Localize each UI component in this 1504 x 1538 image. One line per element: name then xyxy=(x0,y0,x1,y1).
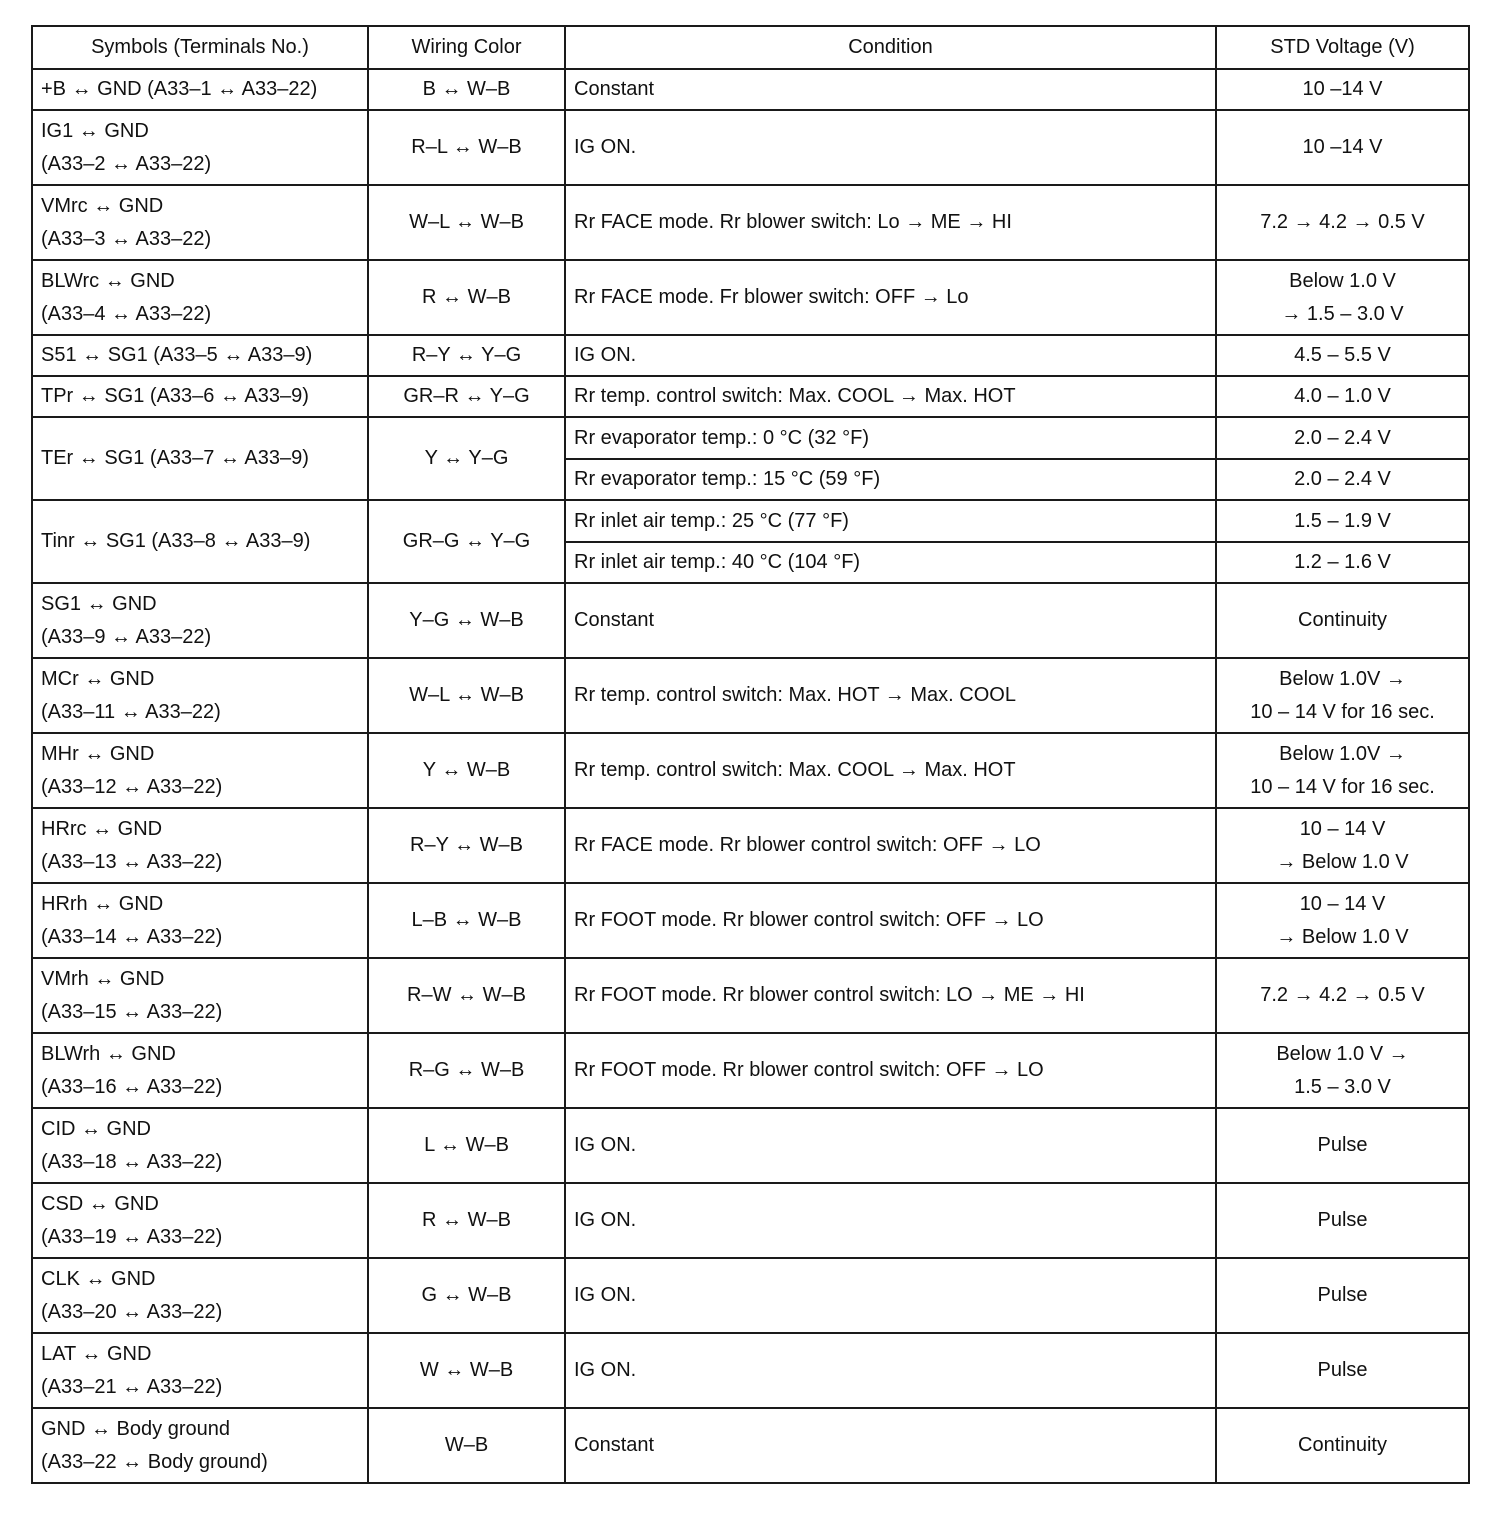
std-voltage-cell xyxy=(1216,376,1469,417)
condition-cell: Rr FOOT mode. Rr blower control switch: LO → ME → HI xyxy=(565,958,1216,1033)
wiring-color-cell: GR–R ↔ Y–G xyxy=(368,376,565,417)
std-voltage-cell xyxy=(1216,260,1469,335)
condition-cell: IG ON. xyxy=(565,1108,1216,1183)
std-voltage-cell xyxy=(1216,658,1469,733)
condition-cell: Rr temp. control switch: Max. HOT → Max. COOL xyxy=(565,658,1216,733)
condition-cell: Rr FOOT mode. Rr blower control switch: OFF → LO xyxy=(565,1033,1216,1108)
table-row xyxy=(32,808,1469,883)
std-voltage-line: 10 – 14 V for 16 sec. xyxy=(1250,700,1435,723)
condition-cell: Rr evaporator temp.: 0 °C (32 °F) xyxy=(565,417,1216,459)
std-voltage-line: 10 –14 V xyxy=(1302,136,1383,158)
std-voltage-line: 2.0 – 2.4 V xyxy=(1294,426,1391,449)
terminal-symbol-cell xyxy=(32,583,368,658)
table-row xyxy=(32,110,1469,185)
table-row xyxy=(32,583,1469,658)
std-voltage-line: 1.5 – 3.0 V xyxy=(1294,1075,1391,1098)
terminal-symbol-line: CSD ↔ GND xyxy=(41,1192,159,1215)
terminal-symbol-line: (A33–11 ↔ A33–22) xyxy=(41,700,221,723)
std-voltage-cell xyxy=(1216,185,1469,260)
terminal-symbol-cell xyxy=(32,110,368,185)
terminal-symbol-line: +B ↔ GND (A33–1 ↔ A33–22) xyxy=(41,78,318,100)
terminal-symbol-line: BLWrh ↔ GND xyxy=(41,1042,176,1065)
std-voltage-line: Continuity xyxy=(1298,609,1387,631)
terminal-symbol-cell xyxy=(32,1108,368,1183)
terminal-symbol-line: S51 ↔ SG1 (A33–5 ↔ A33–9) xyxy=(41,344,313,366)
std-voltage-line: Below 1.0V → xyxy=(1279,667,1406,690)
header-symbols: Symbols (Terminals No.) xyxy=(32,26,368,69)
std-voltage-line: Below 1.0 V xyxy=(1289,269,1396,292)
table-row xyxy=(32,1108,1469,1183)
std-voltage-cell xyxy=(1216,542,1469,583)
std-voltage-cell xyxy=(1216,958,1469,1033)
std-voltage-cell xyxy=(1216,1183,1469,1258)
terminal-symbol-line: (A33–9 ↔ A33–22) xyxy=(41,625,212,648)
terminal-symbol-cell xyxy=(32,335,368,376)
table-row xyxy=(32,417,1469,459)
wiring-color-cell: W ↔ W–B xyxy=(368,1333,565,1408)
std-voltage-cell xyxy=(1216,69,1469,110)
terminal-symbol-line: VMrc ↔ GND xyxy=(41,194,164,217)
terminal-symbol-line: TPr ↔ SG1 (A33–6 ↔ A33–9) xyxy=(41,385,309,407)
std-voltage-cell xyxy=(1216,1108,1469,1183)
condition-cell: IG ON. xyxy=(565,1258,1216,1333)
wiring-color-cell: R–G ↔ W–B xyxy=(368,1033,565,1108)
condition-cell: Constant xyxy=(565,1408,1216,1483)
terminal-symbol-line: BLWrc ↔ GND xyxy=(41,269,175,292)
terminal-symbol-line: (A33–4 ↔ A33–22) xyxy=(41,302,212,325)
terminal-symbol-cell xyxy=(32,883,368,958)
wiring-color-cell: R ↔ W–B xyxy=(368,1183,565,1258)
terminal-symbol-cell xyxy=(32,1033,368,1108)
terminal-symbol-cell xyxy=(32,417,368,500)
std-voltage-line: Pulse xyxy=(1317,1359,1368,1381)
std-voltage-line: → Below 1.0 V xyxy=(1276,850,1409,873)
terminal-symbol-cell xyxy=(32,500,368,583)
condition-cell: IG ON. xyxy=(565,335,1216,376)
condition-cell: Rr inlet air temp.: 40 °C (104 °F) xyxy=(565,542,1216,583)
terminal-symbol-line: (A33–18 ↔ A33–22) xyxy=(41,1150,223,1173)
std-voltage-line: → Below 1.0 V xyxy=(1276,925,1409,948)
wiring-color-cell: W–B xyxy=(368,1408,565,1483)
wiring-color-cell: L–B ↔ W–B xyxy=(368,883,565,958)
terminal-symbol-line: (A33–15 ↔ A33–22) xyxy=(41,1000,223,1023)
wiring-color-cell: R–Y ↔ W–B xyxy=(368,808,565,883)
std-voltage-line: 4.5 – 5.5 V xyxy=(1294,344,1391,366)
std-voltage-line: 7.2 → 4.2 → 0.5 V xyxy=(1260,984,1425,1006)
terminal-symbol-line: CLK ↔ GND xyxy=(41,1267,156,1290)
wiring-color-cell: R–Y ↔ Y–G xyxy=(368,335,565,376)
condition-cell: Rr FACE mode. Rr blower switch: Lo → ME → HI xyxy=(565,185,1216,260)
table-row xyxy=(32,1408,1469,1483)
terminal-symbol-line: (A33–22 ↔ Body ground) xyxy=(41,1450,268,1473)
std-voltage-cell xyxy=(1216,1033,1469,1108)
table-row xyxy=(32,69,1469,110)
terminal-symbol-cell xyxy=(32,733,368,808)
terminal-symbol-line: VMrh ↔ GND xyxy=(41,967,165,990)
std-voltage-line: 10 – 14 V xyxy=(1299,892,1386,915)
std-voltage-line: Pulse xyxy=(1317,1209,1368,1231)
condition-cell: IG ON. xyxy=(565,1333,1216,1408)
std-voltage-cell xyxy=(1216,459,1469,500)
std-voltage-cell xyxy=(1216,583,1469,658)
table-row xyxy=(32,1333,1469,1408)
terminal-symbol-line: (A33–14 ↔ A33–22) xyxy=(41,925,223,948)
table-row xyxy=(32,658,1469,733)
terminal-symbol-line: (A33–21 ↔ A33–22) xyxy=(41,1375,223,1398)
std-voltage-line: Pulse xyxy=(1317,1284,1368,1306)
table-row xyxy=(32,733,1469,808)
std-voltage-cell xyxy=(1216,417,1469,459)
terminal-symbol-line: CID ↔ GND xyxy=(41,1117,151,1140)
std-voltage-cell xyxy=(1216,1333,1469,1408)
terminal-symbol-cell xyxy=(32,1333,368,1408)
wiring-color-cell: Y ↔ Y–G xyxy=(368,417,565,500)
terminal-symbol-cell xyxy=(32,658,368,733)
std-voltage-line: → 1.5 – 3.0 V xyxy=(1281,302,1404,325)
terminal-symbol-line: IG1 ↔ GND xyxy=(41,119,149,142)
std-voltage-line: Continuity xyxy=(1298,1434,1387,1456)
wiring-color-cell: Y ↔ W–B xyxy=(368,733,565,808)
condition-cell: Rr FACE mode. Rr blower control switch: OFF → LO xyxy=(565,808,1216,883)
terminal-symbol-line: MHr ↔ GND xyxy=(41,742,155,765)
terminal-symbol-cell xyxy=(32,185,368,260)
header-std-voltage: STD Voltage (V) xyxy=(1216,26,1469,69)
wiring-color-cell: R–W ↔ W–B xyxy=(368,958,565,1033)
terminal-symbol-line: (A33–12 ↔ A33–22) xyxy=(41,775,223,798)
header-condition: Condition xyxy=(565,26,1216,69)
header-wiring-color: Wiring Color xyxy=(368,26,565,69)
std-voltage-cell xyxy=(1216,335,1469,376)
terminal-symbol-line: Tinr ↔ SG1 (A33–8 ↔ A33–9) xyxy=(41,530,311,552)
condition-cell: Rr inlet air temp.: 25 °C (77 °F) xyxy=(565,500,1216,542)
header-row xyxy=(32,26,1469,69)
condition-cell: Rr evaporator temp.: 15 °C (59 °F) xyxy=(565,459,1216,500)
terminal-symbol-line: MCr ↔ GND xyxy=(41,667,155,690)
wiring-color-cell: W–L ↔ W–B xyxy=(368,185,565,260)
terminal-symbol-cell xyxy=(32,808,368,883)
condition-cell: Rr FOOT mode. Rr blower control switch: OFF → LO xyxy=(565,883,1216,958)
wiring-color-cell: GR–G ↔ Y–G xyxy=(368,500,565,583)
table-row xyxy=(32,335,1469,376)
terminal-symbol-line: HRrh ↔ GND xyxy=(41,892,164,915)
table-row xyxy=(32,1183,1469,1258)
table-row xyxy=(32,500,1469,542)
condition-cell: Constant xyxy=(565,69,1216,110)
table-row xyxy=(32,376,1469,417)
std-voltage-line: Below 1.0V → xyxy=(1279,742,1406,765)
std-voltage-line: 10 –14 V xyxy=(1302,78,1383,100)
terminal-symbol-cell xyxy=(32,1183,368,1258)
condition-cell: Rr FACE mode. Fr blower switch: OFF → Lo xyxy=(565,260,1216,335)
condition-cell: Rr temp. control switch: Max. COOL → Max. HOT xyxy=(565,733,1216,808)
std-voltage-cell xyxy=(1216,1408,1469,1483)
condition-cell: Rr temp. control switch: Max. COOL → Max. HOT xyxy=(565,376,1216,417)
table-row xyxy=(32,1258,1469,1333)
std-voltage-cell xyxy=(1216,110,1469,185)
table-body xyxy=(32,69,1469,1483)
terminal-symbol-cell xyxy=(32,376,368,417)
std-voltage-line: 7.2 → 4.2 → 0.5 V xyxy=(1260,211,1425,233)
std-voltage-cell xyxy=(1216,733,1469,808)
table-row xyxy=(32,1033,1469,1108)
table-row xyxy=(32,185,1469,260)
terminal-symbol-cell xyxy=(32,69,368,110)
terminal-voltage-table xyxy=(31,25,1470,1484)
std-voltage-line: Below 1.0 V → xyxy=(1276,1042,1409,1065)
wiring-color-cell: R–L ↔ W–B xyxy=(368,110,565,185)
std-voltage-cell xyxy=(1216,500,1469,542)
terminal-symbol-line: (A33–3 ↔ A33–22) xyxy=(41,227,212,250)
wiring-color-cell: G ↔ W–B xyxy=(368,1258,565,1333)
std-voltage-line: Pulse xyxy=(1317,1134,1368,1156)
std-voltage-line: 1.5 – 1.9 V xyxy=(1294,509,1391,532)
wiring-color-cell: W–L ↔ W–B xyxy=(368,658,565,733)
std-voltage-cell xyxy=(1216,808,1469,883)
condition-cell: IG ON. xyxy=(565,110,1216,185)
std-voltage-line: 10 – 14 V for 16 sec. xyxy=(1250,775,1435,798)
terminal-symbol-line: HRrc ↔ GND xyxy=(41,817,163,840)
wiring-color-cell: Y–G ↔ W–B xyxy=(368,583,565,658)
terminal-symbol-cell xyxy=(32,1408,368,1483)
std-voltage-cell xyxy=(1216,1258,1469,1333)
table-row xyxy=(32,260,1469,335)
terminal-symbol-line: LAT ↔ GND xyxy=(41,1342,152,1365)
wiring-color-cell: L ↔ W–B xyxy=(368,1108,565,1183)
std-voltage-line: 2.0 – 2.4 V xyxy=(1294,468,1391,490)
table-row xyxy=(32,883,1469,958)
terminal-symbol-cell xyxy=(32,260,368,335)
terminal-symbol-line: SG1 ↔ GND xyxy=(41,592,157,615)
terminal-symbol-line: (A33–2 ↔ A33–22) xyxy=(41,152,212,175)
terminal-symbol-line: GND ↔ Body ground xyxy=(41,1417,230,1440)
condition-cell: Constant xyxy=(565,583,1216,658)
std-voltage-line: 1.2 – 1.6 V xyxy=(1294,551,1391,573)
terminal-symbol-cell xyxy=(32,958,368,1033)
terminal-symbol-line: TEr ↔ SG1 (A33–7 ↔ A33–9) xyxy=(41,447,309,469)
std-voltage-line: 4.0 – 1.0 V xyxy=(1294,385,1391,407)
terminal-symbol-line: (A33–16 ↔ A33–22) xyxy=(41,1075,223,1098)
wiring-color-cell: B ↔ W–B xyxy=(368,69,565,110)
terminal-symbol-line: (A33–20 ↔ A33–22) xyxy=(41,1300,223,1323)
terminal-symbol-line: (A33–19 ↔ A33–22) xyxy=(41,1225,223,1248)
terminal-symbol-cell xyxy=(32,1258,368,1333)
condition-cell: IG ON. xyxy=(565,1183,1216,1258)
terminal-symbol-line: (A33–13 ↔ A33–22) xyxy=(41,850,223,873)
std-voltage-line: 10 – 14 V xyxy=(1299,817,1386,840)
wiring-color-cell: R ↔ W–B xyxy=(368,260,565,335)
std-voltage-cell xyxy=(1216,883,1469,958)
table-row xyxy=(32,958,1469,1033)
